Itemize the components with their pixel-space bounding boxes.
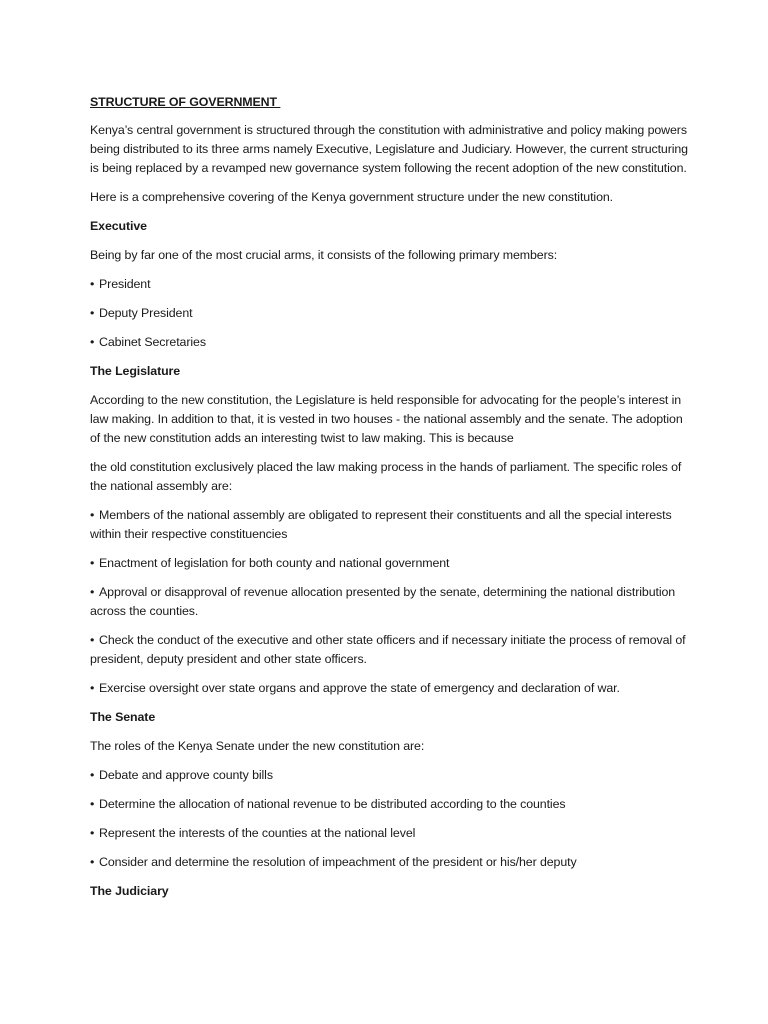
legislature-paragraph-2: the old constitution exclusively placed the law making process in the hands of parliament. The specific roles of the national assembly are: [90,460,682,493]
list-item [90,304,690,323]
list-item-text: Debate and approve county bills [99,768,273,782]
legislature-paragraph: According to the new constitution, the Legislature is held responsible for advocating for the people’s interest in law making. In addition to that, it is vested in two houses - the national assembly and the senate. The adoption of the new constitution adds an interesting twist to law making. This is because [90,393,683,445]
bullet-icon: • [90,556,95,570]
bullet-icon: • [90,508,95,522]
section-heading-judiciary: The Judiciary [90,884,169,898]
senate-intro: The roles of the Kenya Senate under the new constitution are: [90,739,425,753]
bullet-icon: • [90,797,95,811]
list-item [90,853,690,872]
bullet-icon: • [90,768,95,782]
bullet-icon: • [90,855,95,869]
bullet-icon: • [90,826,95,840]
list-item-text: Determine the allocation of national revenue to be distributed according to the counties [99,797,566,811]
list-item-text: Cabinet Secretaries [99,335,206,349]
list-item [90,275,690,294]
intro-paragraph-2: Here is a comprehensive covering of the Kenya government structure under the new constitution. [90,190,613,204]
list-item-text: Consider and determine the resolution of impeachment of the president or his/her deputy [99,855,577,869]
list-item [90,766,690,785]
section-heading-senate: The Senate [90,710,156,724]
document-page [90,93,690,911]
intro-paragraph: Kenya’s central government is structured through the constitution with administrative and policy making powers being distributed to its three arms namely Executive, Legislature and Judiciary. However, the current structuring is being replaced by a revamped new governance system following the recent adoption of the new constitution. [90,123,688,175]
list-item [90,554,690,573]
list-item-text: Represent the interests of the counties at the national level [99,826,416,840]
bullet-icon: • [90,306,95,320]
section-heading-executive: Executive [90,219,147,233]
list-item-text: Enactment of legislation for both county and national government [99,556,450,570]
list-item [90,679,690,698]
executive-intro: Being by far one of the most crucial arms, it consists of the following primary members: [90,248,558,262]
bullet-icon: • [90,681,95,695]
list-item [90,583,690,621]
list-item-text: President [99,277,151,291]
list-item-text: Exercise oversight over state organs and approve the state of emergency and declaration of war. [99,681,620,695]
list-item-text: Check the conduct of the executive and other state officers and if necessary initiate the process of removal of president, deputy president and other state officers. [90,633,686,666]
bullet-icon: • [90,335,95,349]
section-heading-legislature: The Legislature [90,364,181,378]
list-item-text: Deputy President [99,306,193,320]
bullet-icon: • [90,585,95,599]
bullet-icon: • [90,633,95,647]
list-item-text: Approval or disapproval of revenue allocation presented by the senate, determining the national distribution across the counties. [90,585,676,618]
list-item-text: Members of the national assembly are obligated to represent their constituents and all the special interests within their respective constituencies [90,508,672,541]
list-item [90,824,690,843]
list-item [90,506,690,544]
list-item [90,631,690,669]
list-item [90,333,690,352]
list-item [90,795,690,814]
document-title: STRUCTURE OF GOVERNMENT [90,95,281,109]
bullet-icon: • [90,277,95,291]
